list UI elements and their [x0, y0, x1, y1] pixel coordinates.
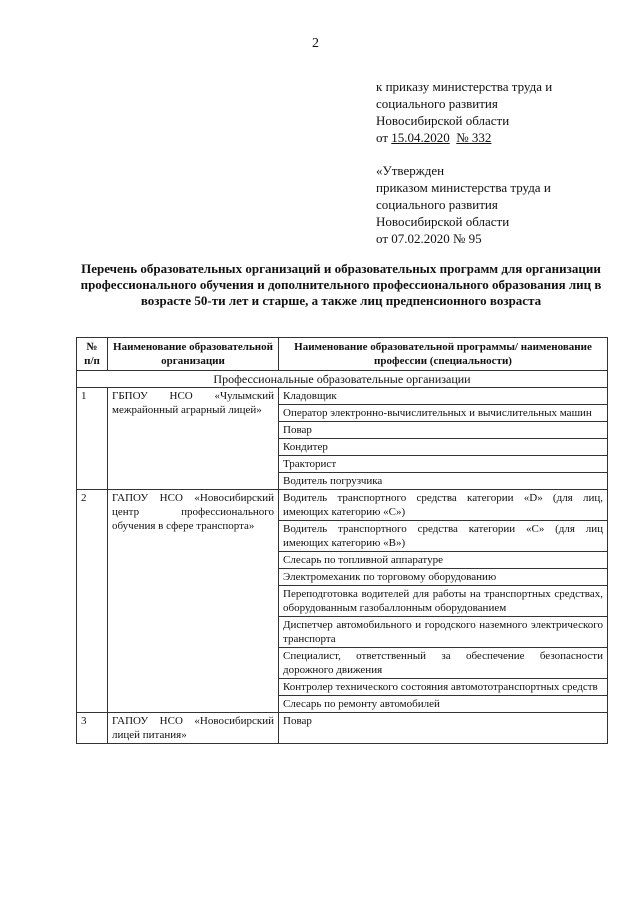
order-date: 15.04.2020 [391, 130, 450, 145]
table-row [77, 490, 608, 521]
page-number: 2 [312, 36, 319, 51]
org-name: ГАПОУ НСО «Новосибирский лицей питания» [108, 713, 279, 744]
header-program: Наименование образовательной программы/ наименование профессии (специальности) [279, 338, 608, 371]
approved-header-line: приказом министерства труда и [376, 180, 551, 195]
program-cell: Слесарь по топливной аппаратуре [279, 552, 608, 569]
program-cell: Оператор электронно-вычислительных и вычислительных машин [279, 405, 608, 422]
order-header-line: к приказу министерства труда и [376, 79, 553, 94]
program-cell: Переподготовка водителей для работы на транспортных средствах, оборудованным газобаллонным оборудованием [279, 586, 608, 617]
program-cell: Слесарь по ремонту автомобилей [279, 696, 608, 713]
order-number: № 332 [456, 130, 492, 145]
program-cell: Повар [279, 713, 608, 744]
program-cell: Водитель транспортного средства категории «D» (для лиц, имеющих категорию «С») [279, 490, 608, 521]
approved-header-line: Новосибирской области [376, 214, 510, 229]
program-cell: Тракторист [279, 456, 608, 473]
order-header-line: социального развития [376, 96, 498, 111]
order-date-prefix: от [376, 130, 389, 145]
header-org: Наименование образовательной организации [108, 338, 279, 371]
approved-header-line: социального развития [376, 197, 498, 212]
document-title: Перечень образовательных организаций и образовательных программ для организации профессионального обучения и дополнительного профессионального образования лиц в возрасте 50-ти лет и старше, а также лиц предпенсионного возраста [80, 261, 602, 308]
table-row [77, 713, 608, 744]
section-row [77, 371, 608, 388]
program-cell: Повар [279, 422, 608, 439]
order-header-line: Новосибирской области [376, 113, 510, 128]
header-num: № п/п [77, 338, 108, 371]
table-row [77, 388, 608, 405]
program-cell: Водитель погрузчика [279, 473, 608, 490]
program-cell: Кондитер [279, 439, 608, 456]
row-num: 1 [77, 388, 108, 490]
program-cell: Контролер технического состояния автомототранспортных средств [279, 679, 608, 696]
program-cell: Специалист, ответственный за обеспечение безопасности дорожного движения [279, 648, 608, 679]
approved-header-line: «Утвержден [376, 163, 445, 178]
table-header-row [77, 338, 608, 371]
section-title: Профессиональные образовательные организации [77, 371, 608, 388]
organizations-table [76, 337, 608, 744]
approved-header-line: от 07.02.2020 № 95 [376, 231, 482, 246]
row-num: 2 [77, 490, 108, 713]
order-header [376, 78, 552, 146]
program-cell: Диспетчер автомобильного и городского наземного электрического транспорта [279, 617, 608, 648]
org-name: ГБПОУ НСО «Чулымский межрайонный аграрный лицей» [108, 388, 279, 490]
org-name: ГАПОУ НСО «Новосибирский центр профессионального обучения в сфере транспорта» [108, 490, 279, 713]
order-date-line [376, 129, 552, 146]
program-cell: Кладовщик [279, 388, 608, 405]
row-num: 3 [77, 713, 108, 744]
program-cell: Водитель транспортного средства категории «С» (для лиц имеющих категорию «В») [279, 521, 608, 552]
program-cell: Электромеханик по торговому оборудованию [279, 569, 608, 586]
approved-header [376, 162, 551, 247]
